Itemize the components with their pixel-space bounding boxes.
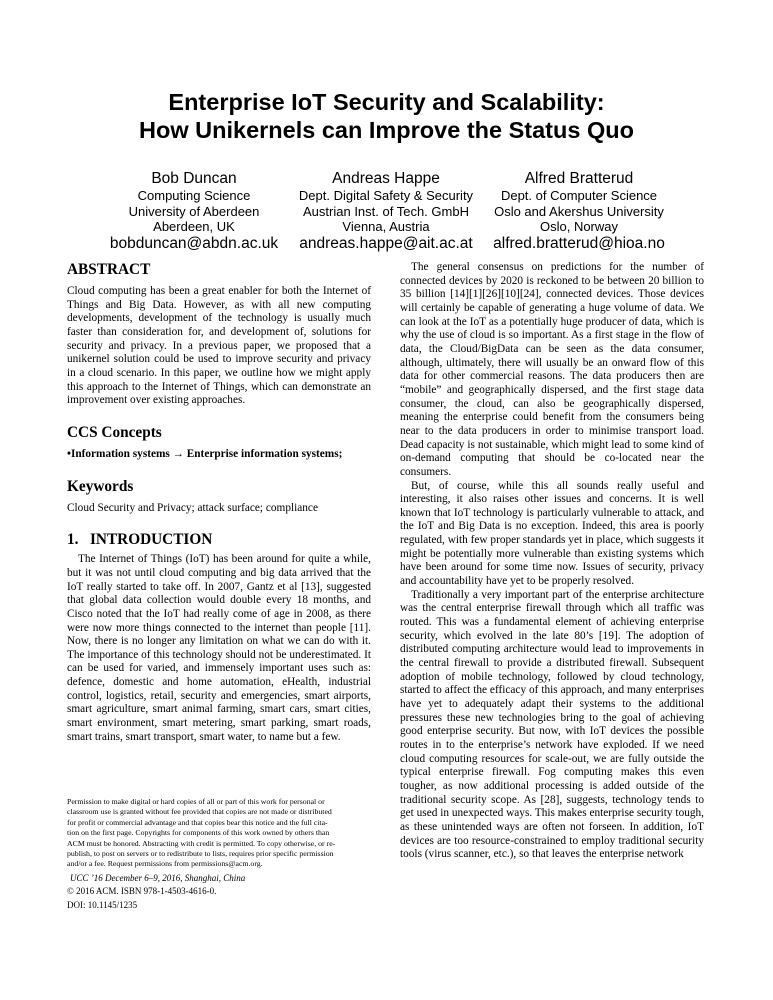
author-affiliation: Dept. Digital Safety & Security — [298, 188, 474, 203]
footnote-line: tion on the first page. Copyrights for components of this work owned by others than — [67, 828, 330, 838]
author-block-1 — [90, 169, 298, 253]
author-affiliation: Dept. of Computer Science — [500, 188, 658, 203]
abstract-heading: ABSTRACT — [67, 261, 151, 278]
title-line-2: How Unikernels can Improve the Status Quo — [139, 117, 634, 143]
left-column — [67, 261, 371, 744]
footnote-line: Permission to make digital or hard copies of all or part of this work for personal or — [67, 797, 325, 806]
author-affiliation: Oslo and Akershus University — [494, 203, 664, 219]
author-affiliation: Computing Science — [137, 188, 251, 203]
footnote-line: for profit or commercial advantage and that copies bear this notice and the full cita- — [67, 817, 328, 827]
abstract-text: Cloud computing has been a great enabler for both the Internet of Things and Big Data. However, as with all new computing developments, development of the technology is usually much faster than consideration for, and development of, solutions for security and privacy. In a previous paper, we proposed that a unikernel solution could be used to improve security and privacy in a cloud scenario. In this paper, we outline how we might apply this approach to the Internet of Things, which can demonstrate an improvement over existing approaches. — [67, 285, 371, 407]
title-line-1: Enterprise IoT Security and Scalability: — [168, 89, 605, 115]
author-location: Vienna, Austria — [342, 219, 430, 234]
footnote-line: ACM must be honored. Abstracting with credit is permitted. To copy otherwise, or re- — [67, 838, 336, 848]
author-email: bobduncan@abdn.ac.uk — [109, 234, 279, 252]
author-block-3 — [464, 169, 694, 253]
keywords-text: Cloud Security and Privacy; attack surface; compliance — [67, 501, 318, 514]
ccs-heading: CCS Concepts — [67, 423, 162, 441]
author-name: Alfred Bratterud — [524, 170, 634, 187]
conference-venue: UCC ’16 December 6–9, 2016, Shanghai, China — [70, 872, 246, 883]
right-column — [400, 261, 704, 862]
author-block-2 — [280, 169, 492, 253]
body-paragraph: But, of course, while this all sounds really useful and interesting, it also raises other issues and concerns. It is well known that IoT technology is particularly vulnerable to attack, and the IoT and Big Data is no exception. Indeed, this area is poorly regulated, with few proper standards yet in place, which suggests it might be potentially more vulnerable than existing systems which have been around for some time now. Issues of security, privacy and accountability have yet to be properly resolved. — [400, 479, 704, 588]
keywords-heading: Keywords — [67, 477, 134, 495]
intro-heading: 1. INTRODUCTION — [67, 531, 213, 549]
ccs-text: •Information systems → Enterprise information systems; — [67, 447, 343, 460]
author-affiliation: University of Aberdeen — [128, 203, 260, 219]
author-name: Andreas Happe — [332, 170, 440, 187]
author-name: Bob Duncan — [151, 170, 237, 187]
footnote-line: publish, to post on servers or to redistribute to lists, requires prior specific permission — [67, 849, 334, 859]
copyright-line: © 2016 ACM. ISBN 978-1-4503-4616-0. — [67, 885, 217, 896]
doi-line: DOI: 10.1145/1235 — [67, 899, 138, 910]
footnote-line: and/or a fee. Request permissions from permissions@acm.org. — [67, 859, 263, 869]
author-affiliation: Austrian Inst. of Tech. GmbH — [303, 203, 469, 219]
body-paragraph: Traditionally a very important part of the enterprise architecture was the central enterprise firewall through which all traffic was routed. This was a fundamental element of achieving enterprise security, which evolved in the late 80’s [19]. The adoption of distributed computing architecture would lead to improvements in the central firewall to provide a distributed firewall. Subsequent adoption of mobile technology, followed by cloud technology, started to affect the efficacy of this approach, and many enterprises have yet to adequately adapt their systems to the additional pressures these new technologies bring to the goal of achieving good enterprise security. But now, with IoT devices the possible routes in to the enterprise’s network have exploded. If we need cloud computing resources for scale-out, we are fully outside the typical enterprise firewall. Fog computing makes this even tougher, as now additional processing is added outside of the traditional security scope. As [28], suggests, technology tends to get used in unexpected ways. This makes enterprise security tough, as these unintended ways are often not forseen. In addition, IoT devices are too resource-constrained to employ traditional security tools (virus scanner, etc.), so that leaves the enterprise network — [400, 588, 704, 861]
author-location: Aberdeen, UK — [153, 219, 235, 234]
author-location: Oslo, Norway — [539, 219, 619, 234]
footnote-line: classroom use is granted without fee provided that copies are not made or distributed — [67, 807, 332, 817]
paper-title — [0, 88, 773, 144]
intro-paragraph: The Internet of Things (IoT) has been around for quite a while, but it was not until cloud computing and big data arrived that the IoT really started to take off. In 2007, Gantz et al [13], suggested that global data collection would double every 18 months, and Cisco noted that the IoT had really come of age in 2008, as there were now more things connected to the internet than people [11]. Now, there is no longer any limitation on what we can do with it. The importance of this technology should not be underestimated. It can be used for varied, and immensely important uses such as: defence, domestic and home automation, eHealth, industrial control, logistics, retail, security and emergencies, smart airports, smart agriculture, smart animal farming, smart cars, smart cities, smart environment, smart metering, smart parking, smart roads, smart trains, smart transport, smart water, to name but a few. — [67, 553, 371, 743]
permission-footnote — [67, 797, 371, 911]
author-email: andreas.happe@ait.ac.at — [299, 234, 473, 252]
body-paragraph: The general consensus on predictions for the number of connected devices by 2020 is reckoned to be between 20 billion to 35 billion [14][1][26][10][24], connected devices. Those devices will certainly be capable of generating a huge volume of data. We can look at the IoT as a potentially huge producer of data, which is why the use of cloud is so important. As a first stage in the flow of data, the Cloud/BigData can be seen as the data consumer, although, ultimately, there will usually be an onward flow of this data for other commercial reasons. The data producers then are “mobile” and geographically dispersed, and the first stage data consumer, the cloud, can also be geographically dispersed, meaning the enterprise could benefit from the consumers being near to the data producers in order to minimise transport load. Dead capacity is not sustainable, which might lead to some kind of on-demand computing that should be co-located near the consumers. — [400, 261, 704, 478]
author-email: alfred.bratterud@hioa.no — [493, 234, 665, 252]
